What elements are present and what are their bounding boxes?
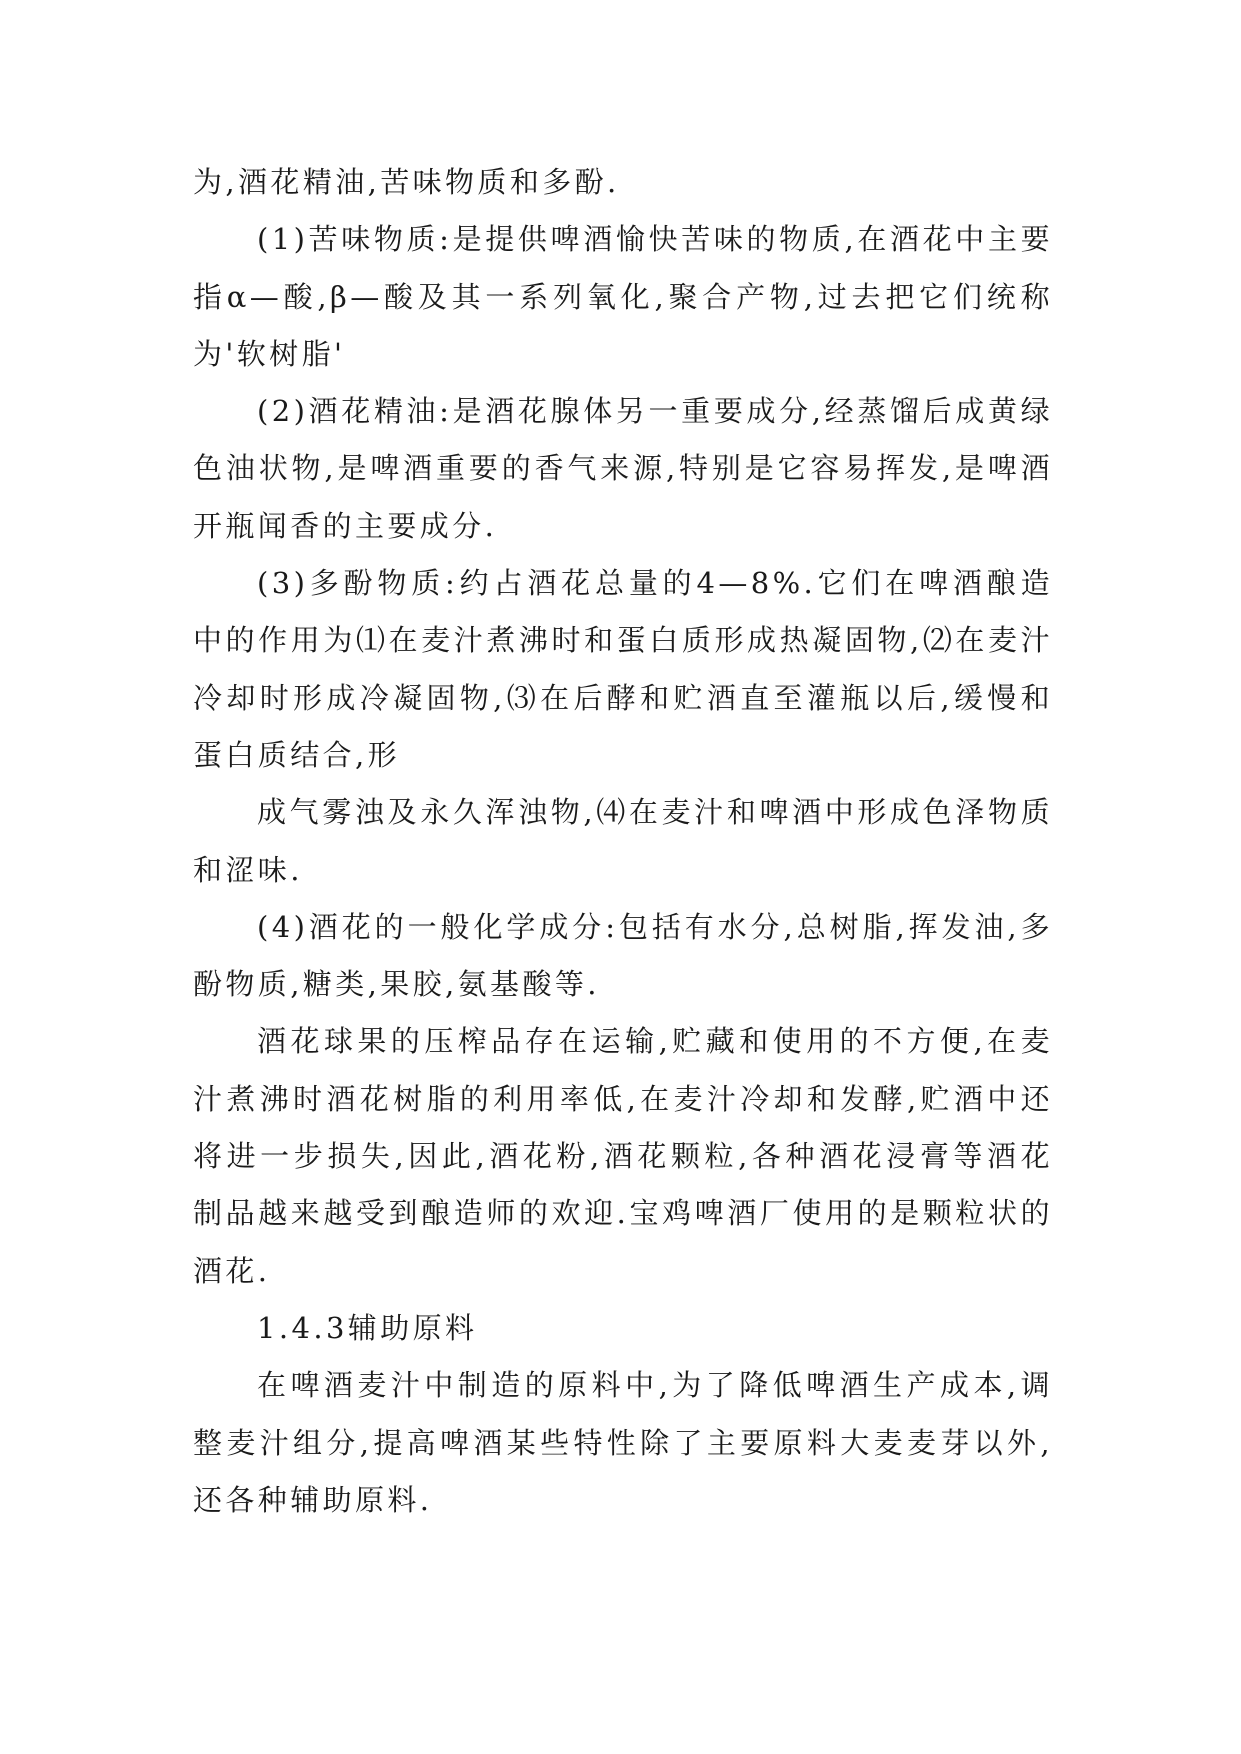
paragraph-hop-products: 酒花球果的压榨品存在运输,贮藏和使用的不方便,在麦汁煮沸时酒花树脂的利用率低,在麦汁冷却和发酵,贮酒中还将进一步损失,因此,酒花粉,酒花颗粒,各种酒花浸膏等酒花制品越来越受到酿造师的欢迎.宝鸡啤酒厂使用的是颗粒状的酒花.: [193, 1024, 1053, 1288]
paragraph-polyphenols: (3)多酚物质:约占酒花总量的4—8%.它们在啤酒酿造中的作用为⑴在麦汁煮沸时和蛋白质形成热凝固物,⑵在麦汁冷却时形成冷凝固物,⑶在后酵和贮酒直至灌瓶以后,缓慢和蛋白质结合,形: [193, 566, 1053, 772]
paragraph-general-chemical-composition: (4)酒花的一般化学成分:包括有水分,总树脂,挥发油,多酚物质,糖类,果胶,氨基酸等.: [193, 909, 1053, 1002]
paragraph-polyphenols-continued: 成气雾浊及永久浑浊物,⑷在麦汁和啤酒中形成色泽物质和涩味.: [193, 795, 1053, 887]
paragraph-bitter-substances: (1)苦味物质:是提供啤酒愉快苦味的物质,在酒花中主要指α—酸,β—酸及其一系列氧化,聚合产物,过去把它们统称为'软树脂': [193, 222, 1053, 371]
paragraph-hop-essential-oil: (2)酒花精油:是酒花腺体另一重要成分,经蒸馏后成黄绿色油状物,是啤酒重要的香气来源,特别是它容易挥发,是啤酒开瓶闻香的主要成分.: [193, 394, 1053, 543]
document-body: [193, 154, 1053, 1529]
paragraph-auxiliary-materials: 在啤酒麦汁中制造的原料中,为了降低啤酒生产成本,调整麦汁组分,提高啤酒某些特性除了主要原料大麦麦芽以外,还各种辅助原料.: [193, 1368, 1053, 1517]
section-heading-auxiliary-materials: 1.4.3辅助原料: [257, 1310, 478, 1345]
paragraph-hop-components-tail: 为,酒花精油,苦味物质和多酚.: [193, 165, 620, 199]
